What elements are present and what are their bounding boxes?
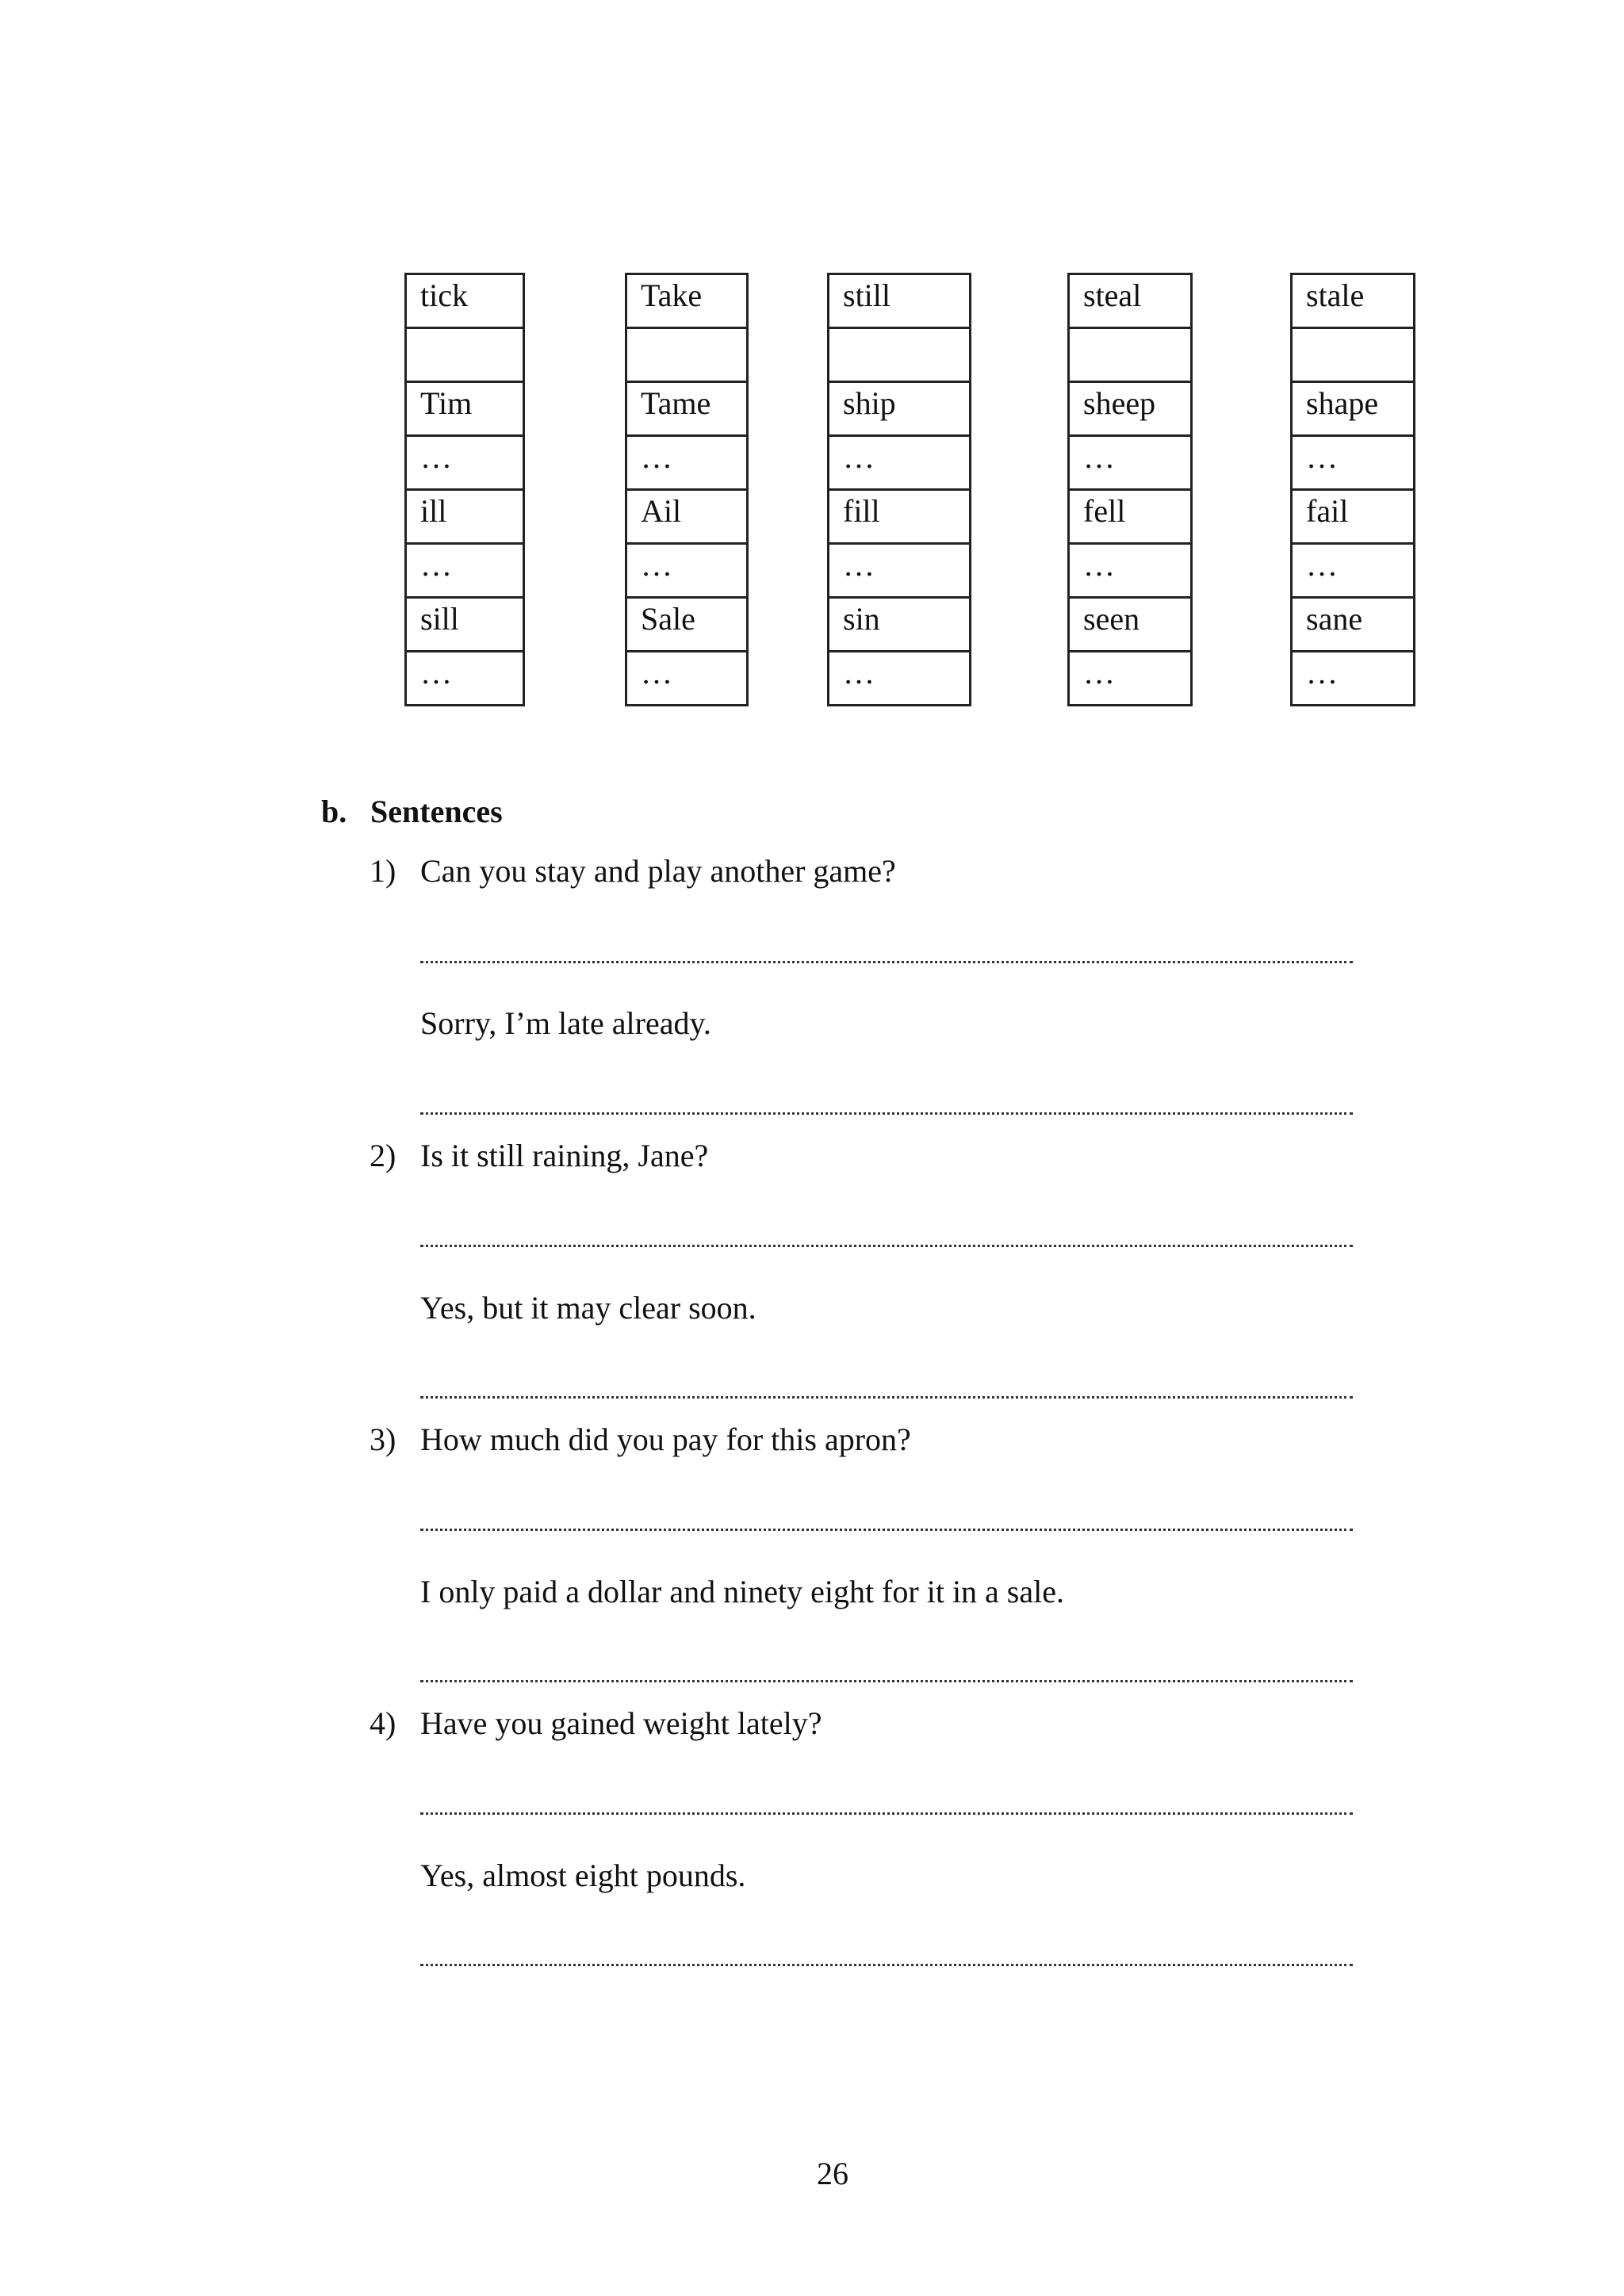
word-cell: … <box>1069 544 1192 598</box>
item-number: 1) <box>370 853 396 889</box>
word-cell <box>1292 328 1415 382</box>
word-cell: sill <box>406 598 524 652</box>
answer-blank-line[interactable] <box>420 1812 1353 1815</box>
answer-blank-line[interactable] <box>420 1529 1353 1531</box>
section-heading <box>321 793 503 830</box>
answer-blank-line[interactable] <box>420 1964 1353 1966</box>
answer-blank-line[interactable] <box>420 1112 1353 1115</box>
word-cell: Ail <box>626 490 748 544</box>
word-cell: Take <box>626 274 748 328</box>
word-cell <box>406 328 524 382</box>
word-cell: … <box>626 652 748 706</box>
item-answer: I only paid a dollar and ninety eight for it in a sale. <box>420 1574 1064 1609</box>
word-cell: tick <box>406 274 524 328</box>
word-cell: fail <box>1292 490 1415 544</box>
word-cell: steal <box>1069 274 1192 328</box>
word-cell <box>1069 328 1192 382</box>
item-question: How much did you pay for this apron? <box>420 1422 911 1457</box>
item-number: 4) <box>370 1705 396 1741</box>
item-question: Is it still raining, Jane? <box>420 1138 709 1173</box>
item-answer: Yes, but it may clear soon. <box>420 1290 756 1326</box>
word-cell: still <box>829 274 971 328</box>
word-cell: … <box>1292 436 1415 490</box>
word-cell: Tim <box>406 382 524 436</box>
word-cell: … <box>1292 652 1415 706</box>
word-cell: … <box>626 436 748 490</box>
page-number: 26 <box>817 2156 848 2191</box>
item-number: 2) <box>370 1138 396 1173</box>
word-table-2 <box>625 273 749 706</box>
word-table-3 <box>827 273 971 706</box>
word-table-5 <box>1290 273 1415 706</box>
word-cell: sane <box>1292 598 1415 652</box>
word-cell: … <box>406 436 524 490</box>
word-cell: … <box>1069 652 1192 706</box>
item-answer: Yes, almost eight pounds. <box>420 1858 746 1893</box>
word-cell: … <box>829 436 971 490</box>
word-cell <box>626 328 748 382</box>
word-cell: Sale <box>626 598 748 652</box>
word-cell: shape <box>1292 382 1415 436</box>
word-cell: sin <box>829 598 971 652</box>
answer-blank-line[interactable] <box>420 1396 1353 1399</box>
word-table-1 <box>404 273 525 706</box>
word-cell <box>829 328 971 382</box>
answer-blank-line[interactable] <box>420 1680 1353 1682</box>
item-question: Have you gained weight lately? <box>420 1705 822 1741</box>
item-answer: Sorry, I’m late already. <box>420 1005 711 1041</box>
section-title: Sentences <box>370 794 503 829</box>
word-cell: ill <box>406 490 524 544</box>
answer-blank-line[interactable] <box>420 961 1353 963</box>
word-cell: stale <box>1292 274 1415 328</box>
word-cell: … <box>1292 544 1415 598</box>
word-cell: sheep <box>1069 382 1192 436</box>
word-cell: seen <box>1069 598 1192 652</box>
word-cell: ship <box>829 382 971 436</box>
word-cell: … <box>626 544 748 598</box>
word-cell: … <box>406 652 524 706</box>
item-number: 3) <box>370 1422 396 1457</box>
word-cell: … <box>1069 436 1192 490</box>
section-letter: b. <box>321 794 347 829</box>
item-question: Can you stay and play another game? <box>420 853 896 889</box>
word-cell: fell <box>1069 490 1192 544</box>
word-cell: fill <box>829 490 971 544</box>
word-cell: Tame <box>626 382 748 436</box>
word-cell: … <box>829 544 971 598</box>
word-table-4 <box>1067 273 1193 706</box>
answer-blank-line[interactable] <box>420 1245 1353 1247</box>
word-cell: … <box>406 544 524 598</box>
word-cell: … <box>829 652 971 706</box>
